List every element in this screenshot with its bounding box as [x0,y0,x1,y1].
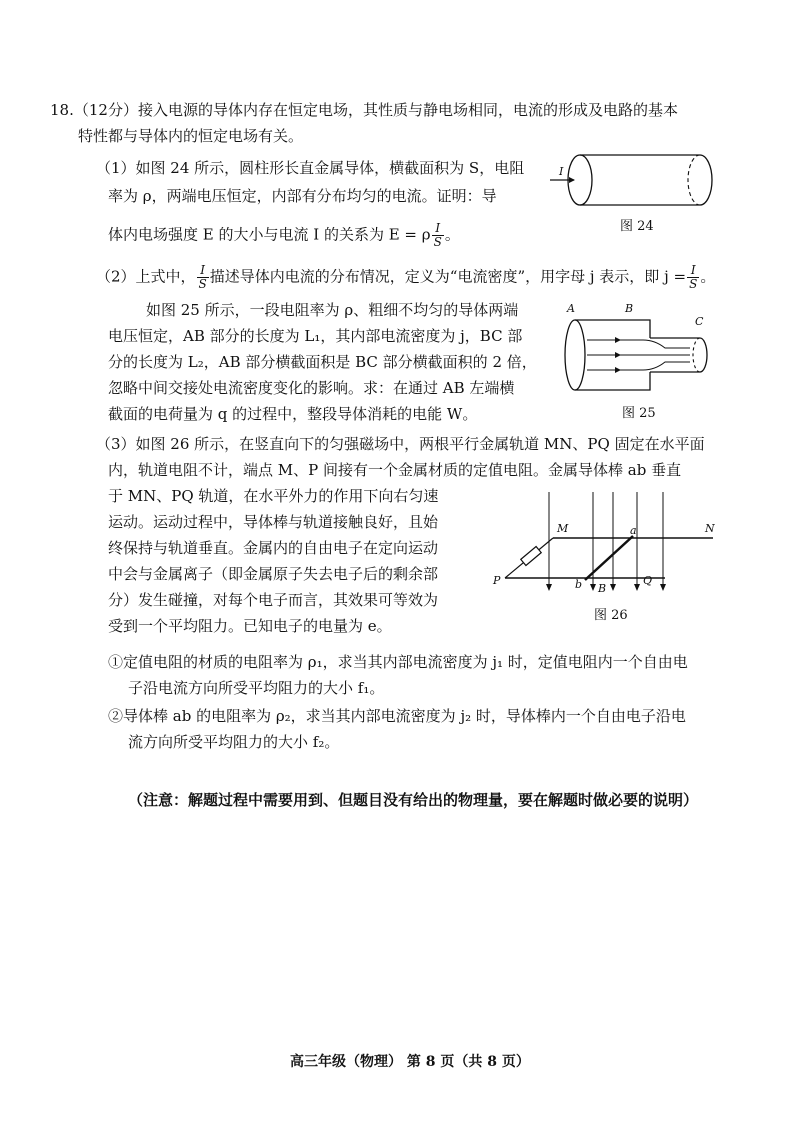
figure-25 [555,300,730,400]
problem-intro-line2: 特性都与导体内的恒定电场有关。 [78,127,304,145]
part2-frac2-den: S [689,277,698,291]
part3-line3: 于 MN、PQ 轨道，在水平外力的作用下向右匀速 [108,487,439,505]
part2-line3: 电压恒定，AB 部分的长度为 L₁，其内部电流密度为 j，BC 部 [108,327,523,345]
part2-frac-den: S [198,277,207,291]
fig26-label-Q: Q [643,574,653,587]
part2-fraction-2 [687,264,699,291]
part2-fraction-1 [197,264,209,291]
part1-line3 [108,222,460,249]
part3-line6: 中会与金属离子（即金属原子失去电子后的剩余部 [108,565,439,583]
part2-frac2-num: I [687,264,699,278]
part3-q1-line2: 子沿电流方向所受平均阻力的大小 f₁。 [128,679,385,697]
fig26-label-a: a [630,524,637,537]
part2-line1-pre: （2）上式中， [96,267,196,286]
part3-line1: （3）如图 26 所示，在竖直向下的匀强磁场中，两根平行金属轨道 MN、PQ 固定在水平面 [96,435,705,453]
note: （注意：解题过程中需要用到、但题目没有给出的物理量，要在解题时做必要的说明） [128,791,699,809]
part2-line4: 分的长度为 L₂，AB 部分横截面积是 BC 部分横截面积的 2 倍， [108,353,537,371]
part1-frac-num: I [432,222,444,236]
figure-24-caption: 图 24 [620,219,654,234]
problem-intro-line1: 18.（12分）接入电源的导体内存在恒定电场，其性质与静电场相同，电流的形成及电路的基本 [50,101,678,119]
part3-line8: 受到一个平均阻力。已知电子的电量为 e。 [108,617,392,635]
part1-line2: 率为 ρ，两端电压恒定，内部有分布均匀的电流。证明：导 [108,187,497,205]
part3-line2: 内，轨道电阻不计，端点 M、P 间接有一个金属材质的定值电阻。金属导体棒 ab 垂直 [108,461,682,479]
part3-q1-line1: ①定值电阻的材质的电阻率为 ρ₁，求当其内部电流密度为 j₁ 时，定值电阻内一个自由电 [108,653,688,671]
fig25-label-A: A [567,302,575,315]
fig26-label-P: P [493,574,501,587]
part2-line1-post: 。 [700,267,716,286]
part3-q2-line1: ②导体棒 ab 的电阻率为 ρ₂，求当其内部电流密度为 j₂ 时，导体棒内一个自由电子沿电 [108,707,686,725]
page-footer: 高三年级（物理） 第 8 页（共 8 页） [290,1054,530,1070]
part1-line3-post: 。 [444,225,460,244]
part1-line3-pre: 体内电场强度 E 的大小与电流 I 的关系为 E = ρ [108,225,431,244]
part1-frac-den: S [433,235,442,249]
part2-line6: 截面的电荷量为 q 的过程中，整段导体消耗的电能 W。 [108,405,478,423]
fig26-label-B: B [598,582,607,595]
fig26-label-M: M [557,522,569,535]
fig26-label-b: b [575,578,583,591]
figure-24 [550,150,720,210]
part3-line5: 终保持与轨道垂直。金属内的自由电子在定向运动 [108,539,439,557]
figure-26 [485,492,735,602]
part1-line1: （1）如图 24 所示，圆柱形长直金属导体，横截面积为 S，电阻 [96,159,525,177]
part2-line2: 如图 25 所示，一段电阻率为 ρ、粗细不均匀的导体两端 [146,301,519,319]
part1-fraction [432,222,444,249]
fig26-label-N: N [705,522,715,535]
part2-line5: 忽略中间交接处电流密度变化的影响。求：在通过 AB 左端横 [108,379,515,397]
fig25-label-C: C [695,315,704,328]
figure-25-caption: 图 25 [622,406,656,421]
figure-26-caption: 图 26 [594,608,628,623]
part2-line1-mid: 描述导体内电流的分布情况，定义为“电流密度”，用字母 j 表示，即 j = [209,267,687,286]
part3-q2-line2: 流方向所受平均阻力的大小 f₂。 [128,733,340,751]
fig25-label-B: B [625,302,634,315]
part3-line4: 运动。运动过程中，导体棒与轨道接触良好，且始 [108,513,439,531]
part2-line1 [96,264,715,291]
fig24-label-I: I [559,165,564,178]
part2-frac-num: I [197,264,209,278]
part3-line7: 分）发生碰撞，对每个电子而言，其效果可等效为 [108,591,439,609]
